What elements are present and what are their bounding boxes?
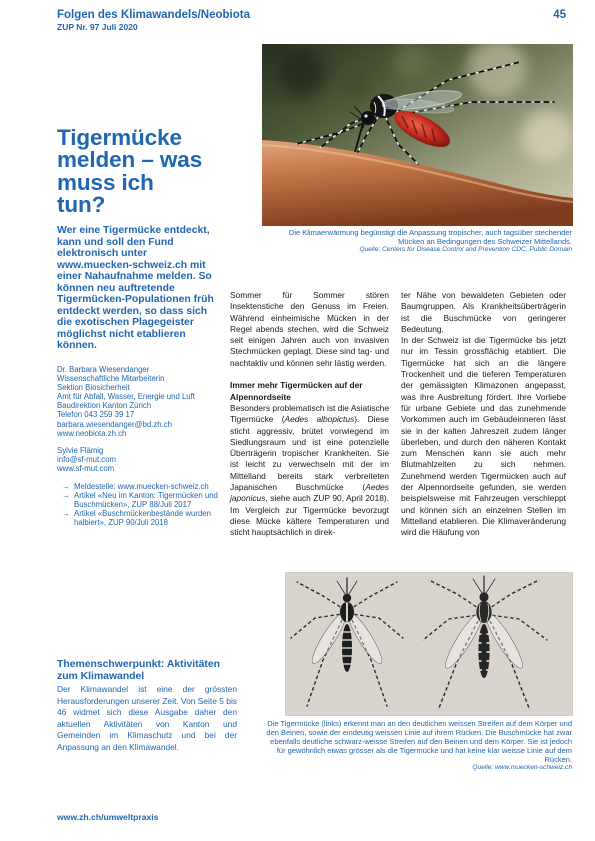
body-column-1 bbox=[230, 290, 389, 539]
body-text-segment: Besonders problematisch ist die Asiatische Tigermücke ( bbox=[230, 402, 389, 425]
focus-box-title: Themenschwerpunkt: Aktivitäten zum Klimawandel bbox=[57, 659, 221, 682]
article-title: Tigermücke melden – was muss ich tun? bbox=[57, 125, 203, 218]
body-paragraph: In der Schweiz ist die Tigermücke bis jetzt nur im Tessin grossflächig etabliert. Die Tigermücke hat sich an die längere Trockenheit und die tieferen Temperaturen der gemässigten Klimazonen angepasst, was ihre Ausbreitung fördert. Ihre Vorliebe für urbane Gebiete und das zunehmende Vorkommen auch im Gebäudeinneren lässt sie in der kalten Jahreszeit zudem länger überleben, und durch den näheren Kontakt zum Menschen kann sie auch mehr Blutmahlzeiten zu sich nehmen. Zunehmend werden Tigermücken auch auf der Alpennordseite gefunden, sie werden beispielsweise mit Fahrzeugen verschleppt und können sich an einzelnen Stellen im Mittelland etablieren. Die Klimaveränderung wird die Häufung von bbox=[401, 335, 566, 538]
related-link-text: Artikel «Buschmückenbestände wurden halbiert», ZUP 90/Juli 2018 bbox=[74, 509, 211, 528]
body-paragraph: ter Nähe von bewaldeten Gebieten oder Baumgruppen. Als Krankheitsüberträgerin ist die Buschmücke von geringerer Bedeutung. bbox=[401, 290, 566, 334]
focus-box-text: Der Klimawandel ist eine der grössten Herausforderungen unserer Zeit. Von Seite 5 bis 46 widmet sich diese Ausgabe daher den aktuellen Aktivitäten von Kanton und Gemeinden im Klimaschutz und bei der Anpassung an den Klimawandel. bbox=[57, 684, 237, 752]
body-text-segment: , siehe auch ZUP 90, April 2018). Im Vergleich zur Tigermücke bevorzugt diese Mücke kältere Temperaturen und sticht hauptsächlich in direk- bbox=[230, 493, 389, 538]
related-link-text: Meldestelle: www.muecken-schweiz.ch bbox=[74, 482, 209, 491]
contact-office: Amt für Abfall, Wasser, Energie und Luft bbox=[57, 392, 195, 402]
contact-email: barbara.wiesendanger@bd.zh.ch bbox=[57, 419, 172, 429]
illustration-caption bbox=[262, 719, 572, 773]
article-lead: Wer eine Tigermücke entdeckt, kann und soll den Fund elektronisch unter www.muecken-schweiz.ch mit einer Nahaufnahme melden. So können neu auftretende Tigermücken-Populationen früh entdeckt werden, so dass sich die exotischen Plagegeister möglichst nicht etablieren können. bbox=[57, 225, 214, 351]
contact-section: Sektion Biosicherheit bbox=[57, 383, 130, 393]
footer-url: www.zh.ch/umweltpraxis bbox=[57, 812, 159, 822]
body-column-2 bbox=[401, 290, 566, 539]
photo-caption-text: Die Klimaerwärmung begünstigt die Anpassung tropischer, auch tagsüber stechender Mücken an Bedingungen des Schweizer Mittellands. bbox=[288, 228, 572, 246]
related-link-item bbox=[57, 482, 227, 491]
contact-name: Dr. Barbara Wiesendanger bbox=[57, 365, 150, 374]
photo-source: Quelle: Centers for Disease Control and Prevention CDC, Public Domain bbox=[359, 246, 572, 253]
arrow-icon: → bbox=[62, 509, 70, 519]
body-paragraph bbox=[230, 403, 389, 539]
contact-website: www.neobiota.zh.ch bbox=[57, 428, 127, 438]
photo-caption bbox=[272, 228, 572, 255]
focus-box bbox=[57, 659, 237, 753]
mosquito-comparison-image bbox=[285, 572, 573, 716]
mosquito-photo-image bbox=[262, 44, 573, 226]
arrow-icon: → bbox=[62, 491, 70, 501]
section-title: Folgen des Klimawandels/Neobiota bbox=[57, 9, 250, 21]
contact-email: info@sf-mut.com bbox=[57, 455, 117, 465]
contact-name: Sylvie Flämig bbox=[57, 446, 104, 455]
contact-block-coauthor bbox=[57, 446, 225, 473]
contact-phone: Telefon 043 259 39 17 bbox=[57, 410, 135, 420]
contact-website: www.sf-mut.com bbox=[57, 464, 115, 474]
mosquito-comparison-illustration bbox=[285, 572, 573, 716]
arrow-icon: → bbox=[62, 482, 70, 491]
related-link-item bbox=[57, 509, 227, 527]
contact-position: Wissenschaftliche Mitarbeiterin bbox=[57, 374, 165, 384]
related-links bbox=[57, 482, 227, 527]
species-name: Aedes japonicus bbox=[230, 482, 389, 504]
body-subheading: Immer mehr Tigermücken auf der Alpennordseite bbox=[230, 380, 363, 402]
illustration-caption-text: Die Tigermücke (links) erkennt man an den deutlichen weissen Streifen auf dem Körper und den Beinen, sowie der eindeutig weissen Linie auf ihrem Rücken. Die Buschmücke hat zwar ebenfalls deutliche schwarz-weisse Streifen auf den Beinen und dem Körper. Sie ist jedoch für gewöhnlich etwas grösser als die Tigermücke und hat keine klar weisse Linie auf dem Rücken. bbox=[266, 719, 572, 764]
species-name: Aedes albopictus bbox=[284, 414, 355, 425]
page-number: 45 bbox=[553, 9, 566, 21]
illustration-source: Quelle: www.muecken-schweiz.ch bbox=[472, 764, 572, 771]
issue-label: ZUP Nr. 97 Juli 2020 bbox=[57, 22, 138, 32]
body-paragraph: Sommer für Sommer stören Insektenstiche den Genuss im Freien. Während einheimische Mücken in der Regel abends stechen, wird die Schweiz seit einigen Jahren auch von invasiven Stechmücken geplagt. Diese sind tag- und nachtaktiv und können sehr lästig werden. bbox=[230, 290, 389, 368]
body-text-segment: ). Diese sticht aggressiv, brütet vorwiegend im Siedlungsraum und ist eine potenzielle Überträgerin tropischer Krankheiten. Sie ist leicht zu verwechseln mit der im Mittelland bereits stark verbreiteten Japanischen Buschmücke ( bbox=[230, 414, 389, 493]
mosquito-photo bbox=[262, 44, 573, 226]
related-link-item bbox=[57, 491, 227, 509]
related-link-text: Artikel «Neu im Kanton: Tigermücken und Buschmücken», ZUP 88/Juli 2017 bbox=[74, 491, 218, 510]
running-header bbox=[57, 9, 250, 32]
contact-block-author bbox=[57, 365, 225, 438]
contact-department: Baudirektion Kanton Zürich bbox=[57, 401, 152, 411]
